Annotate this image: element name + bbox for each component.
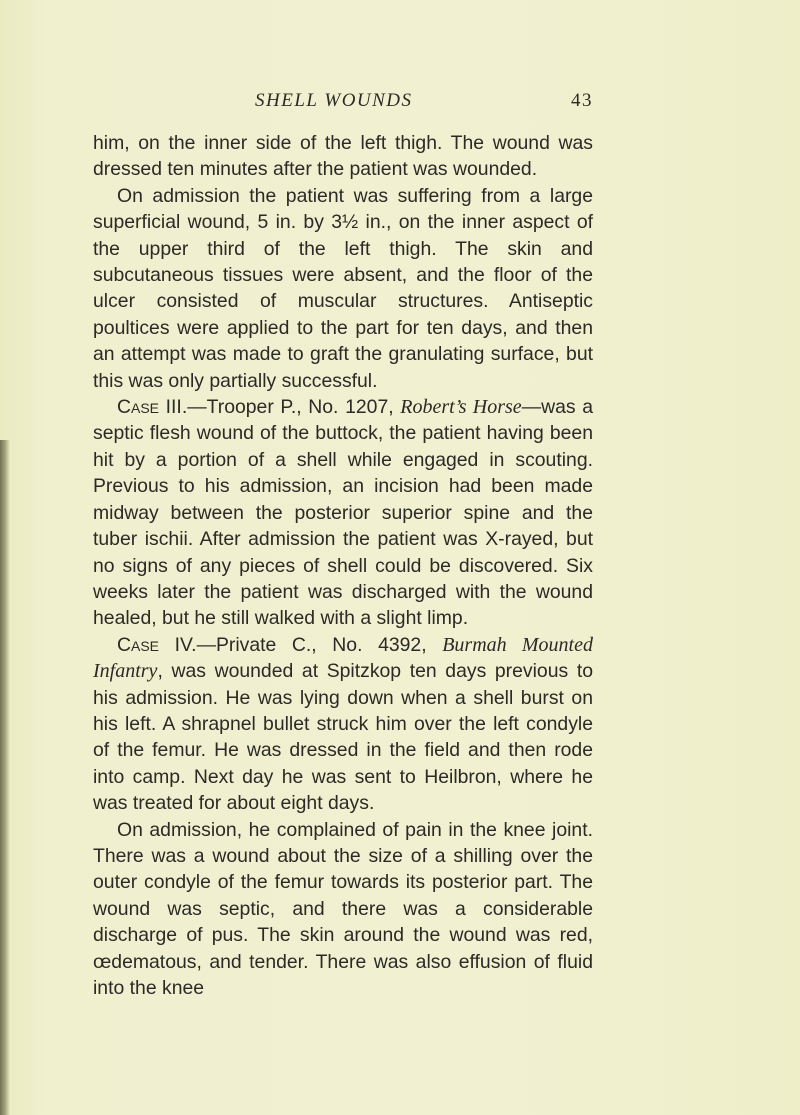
body-text <box>93 130 593 1001</box>
case-lead: —Trooper P., No. 1207, <box>187 396 401 419</box>
binding-shadow <box>0 440 10 1115</box>
case-label: Case III. <box>117 396 188 419</box>
running-head <box>93 90 593 120</box>
regiment-name: Robert’s Horse <box>400 396 522 419</box>
paragraph-2: On admission the patient was suffering from a large superficial wound, 5 in. by 3½ in., on the inner aspect of the upper third of the left thigh. The skin and subcutaneous tissues were absent, and the floor of the ulcer consisted of muscular structures. Antiseptic poultices were applied to the part for ten days, and then an attempt was made to graft the granulating surface, but this was only partially successful. <box>93 184 593 392</box>
case-lead: —Private C., No. 4392, <box>196 633 443 656</box>
running-title: SHELL WOUNDS <box>255 90 413 111</box>
case-text: , was wounded at Spitzkop ten days previous to his admission. He was lying down when a shell burst on his left. A shrapnel bullet struck him over the left condyle of the femur. He was dressed in the field and then rode into camp. Next day he was sent to Heilbron, where he was treated for about eight days. <box>93 660 593 815</box>
paragraph-case-iv <box>93 632 593 817</box>
page-number: 43 <box>571 90 593 111</box>
paragraph-1: him, on the inner side of the left thigh. The wound was dressed ten minutes after the patient was wounded. <box>93 132 593 181</box>
case-label: Case IV. <box>117 633 197 656</box>
paragraph-case-iii <box>93 394 593 632</box>
case-text: —was a septic flesh wound of the buttock, the patient having been hit by a portion of a shell while engaged in scouting. Previous to his admission, an incision had been made midway between the posterior superior spine and the tuber ischii. After admission the patient was X-rayed, but no signs of any pieces of shell could be discovered. Six weeks later the patient was discharged with the wound healed, but he still walked with a slight limp. <box>93 396 594 630</box>
paragraph-5: On admission, he complained of pain in the knee joint. There was a wound about the size of a shilling over the outer condyle of the femur towards its posterior part. The wound was septic, and there was a considerable discharge of pus. The skin around the wound was red, œdematous, and tender. There was also effusion of fluid into the knee <box>93 818 593 999</box>
regiment-name: Burmah Mounted Infantry <box>93 633 593 683</box>
